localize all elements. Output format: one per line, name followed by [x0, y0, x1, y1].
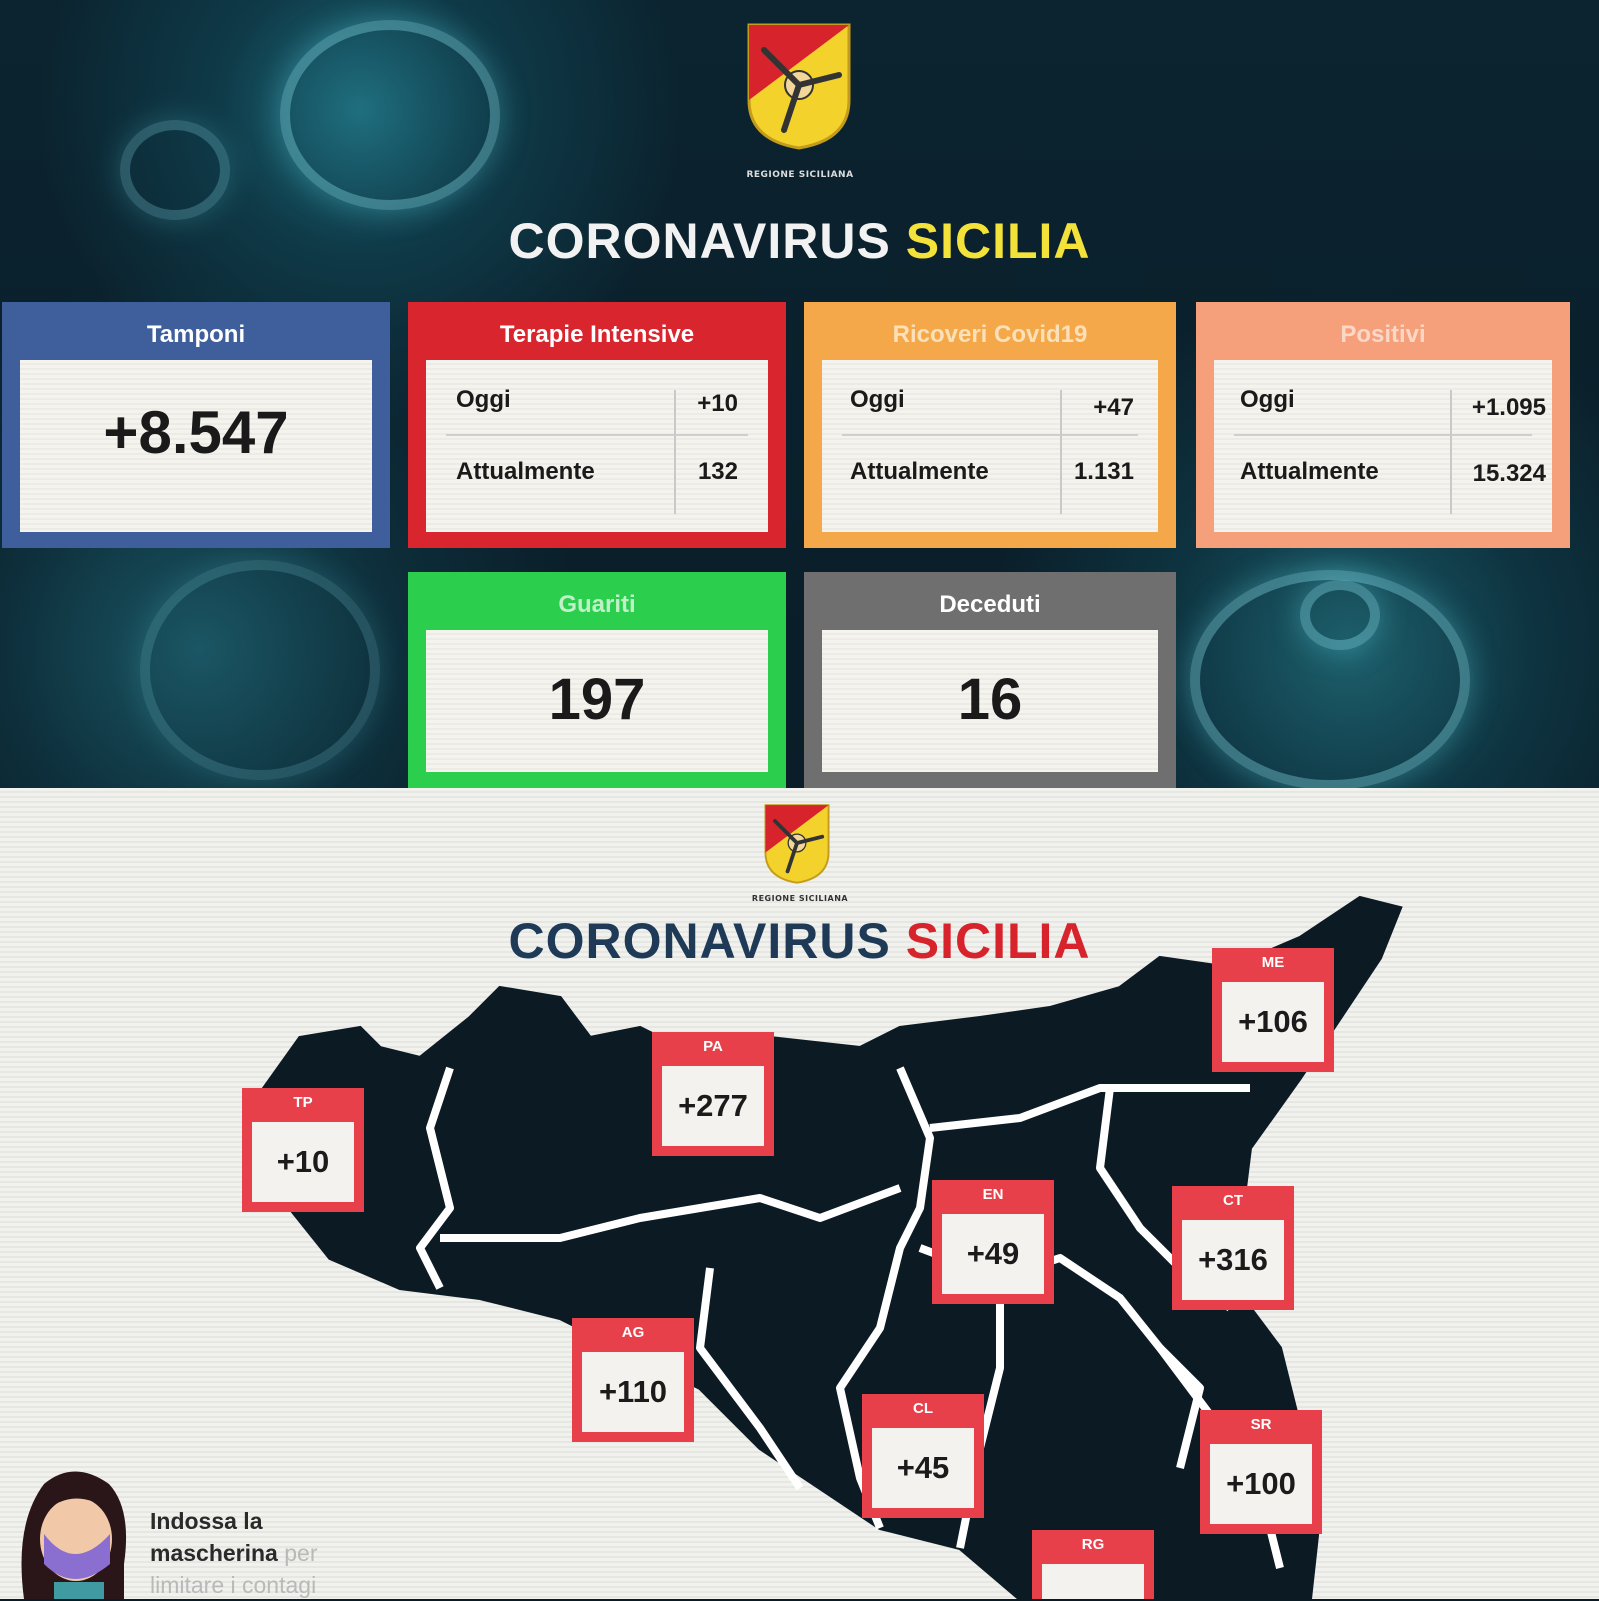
province-rg	[1032, 1530, 1154, 1599]
card-body	[20, 360, 372, 532]
attualmente-label: Attualmente	[456, 458, 595, 485]
oggi-label: Oggi	[1240, 386, 1295, 413]
province-sr	[1200, 1410, 1322, 1534]
province-ct	[1172, 1186, 1294, 1310]
province-code: RG	[1081, 1536, 1105, 1553]
title-coronavirus: CORONAVIRUS	[508, 913, 891, 969]
oggi-value: +10	[697, 390, 738, 417]
top-panel	[0, 0, 1599, 788]
province-code: ME	[1261, 954, 1285, 971]
province-value: +106	[1222, 982, 1324, 1062]
province-code: EN	[982, 1186, 1004, 1203]
deceduti-card	[804, 572, 1176, 788]
province-ag	[572, 1318, 694, 1442]
card-header: Guariti	[416, 580, 778, 628]
sicily-map	[0, 788, 1599, 1599]
mask-message	[150, 1505, 318, 1601]
attualmente-value: 132	[697, 458, 738, 485]
region-caption: REGIONE SICILIANA	[751, 894, 849, 903]
bottom-panel	[0, 788, 1599, 1599]
province-code: SR	[1250, 1416, 1272, 1433]
province-value	[1042, 1564, 1144, 1599]
oggi-label: Oggi	[850, 386, 905, 413]
province-value: +100	[1210, 1444, 1312, 1524]
sicily-crest-icon	[744, 20, 854, 150]
province-code: TP	[293, 1094, 313, 1111]
province-code: PA	[703, 1038, 723, 1055]
mask-woman-icon	[14, 1464, 134, 1599]
ricoveri-card	[804, 302, 1176, 548]
divider	[446, 434, 748, 436]
divider	[1234, 434, 1532, 436]
province-code: AG	[621, 1324, 645, 1341]
card-header: Ricoveri Covid19	[812, 310, 1168, 358]
title-sicilia: SICILIA	[905, 913, 1091, 969]
tamponi-value: +8.547	[103, 399, 289, 466]
province-value: +49	[942, 1214, 1044, 1294]
card-body	[1214, 360, 1552, 532]
positivi-card	[1196, 302, 1570, 548]
region-caption: REGIONE SICILIANA	[746, 170, 854, 180]
mask-word: mascherina	[150, 1540, 278, 1566]
card-header: Terapie Intensive	[416, 310, 778, 358]
virus-illustration	[280, 20, 500, 210]
province-tp	[242, 1088, 364, 1212]
card-body	[426, 360, 768, 532]
divider	[1060, 390, 1062, 514]
attualmente-label: Attualmente	[850, 458, 989, 485]
card-header: Positivi	[1204, 310, 1562, 358]
mask-line-1: Indossa la	[150, 1508, 263, 1534]
attualmente-label: Attualmente	[1240, 458, 1379, 485]
divider	[842, 434, 1138, 436]
guariti-value: 197	[548, 667, 646, 732]
virus-illustration	[1300, 580, 1380, 650]
attualmente-value: 1.131	[1073, 458, 1134, 485]
attualmente-value: 15.324	[1472, 460, 1546, 487]
divider	[1450, 390, 1452, 514]
province-code: CT	[1223, 1192, 1243, 1209]
oggi-value: +1.095	[1471, 394, 1546, 421]
card-body	[426, 630, 768, 772]
province-cl	[862, 1394, 984, 1518]
page-title	[0, 212, 1599, 270]
mask-line-2	[150, 1537, 318, 1569]
province-value: +110	[582, 1352, 684, 1432]
title-coronavirus: CORONAVIRUS	[508, 213, 891, 269]
deceduti-value: 16	[957, 667, 1023, 732]
virus-illustration	[140, 560, 380, 780]
province-code: CL	[913, 1400, 933, 1417]
divider	[674, 390, 676, 514]
guariti-card	[408, 572, 786, 788]
terapie-card	[408, 302, 786, 548]
province-me	[1212, 948, 1334, 1072]
province-value: +316	[1182, 1220, 1284, 1300]
province-pa	[652, 1032, 774, 1156]
province-value: +277	[662, 1066, 764, 1146]
card-body	[822, 630, 1158, 772]
tamponi-card	[2, 302, 390, 548]
oggi-label: Oggi	[456, 386, 511, 413]
mask-word-light: per	[277, 1540, 318, 1566]
virus-illustration	[120, 120, 230, 220]
province-en	[932, 1180, 1054, 1304]
card-body	[822, 360, 1158, 532]
card-header: Deceduti	[812, 580, 1168, 628]
province-value: +45	[872, 1428, 974, 1508]
mask-line-3: limitare i contagi	[150, 1572, 317, 1598]
province-value: +10	[252, 1122, 354, 1202]
oggi-value: +47	[1093, 394, 1134, 421]
card-header: Tamponi	[10, 310, 382, 358]
title-sicilia: SICILIA	[905, 213, 1091, 269]
